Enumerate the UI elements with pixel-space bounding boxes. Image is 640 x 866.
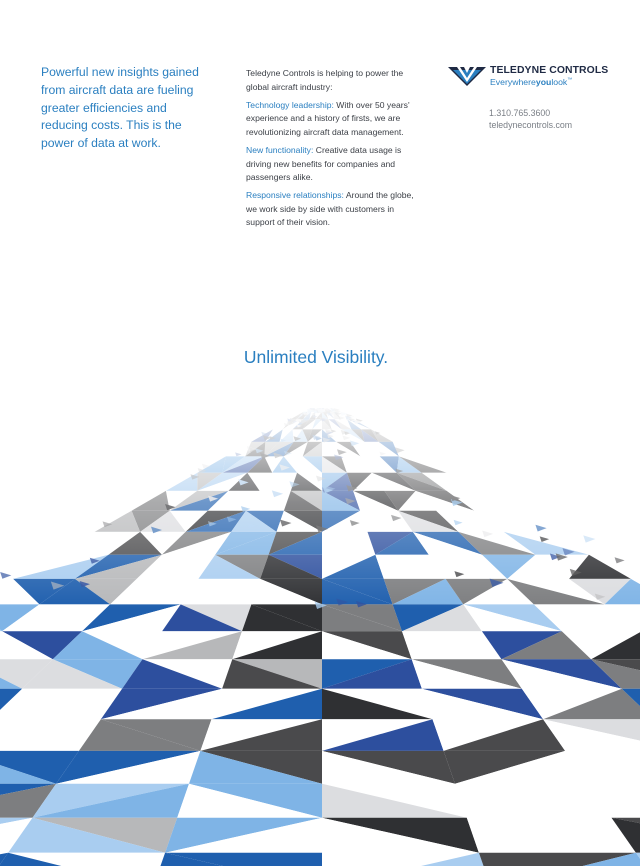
- contact-block: [489, 107, 572, 132]
- capabilities-lead: Teledyne Controls is helping to power the global aircraft industry:: [246, 68, 404, 92]
- point-title: Technology leadership:: [246, 99, 334, 110]
- brand-tagline: Everywhereyoulook™: [490, 77, 573, 87]
- phone-number: 1.310.765.3600: [489, 108, 551, 118]
- point-title: Responsive relationships:: [246, 190, 344, 201]
- point-text: Around the globe, we work side by side with customers in support of their vision.: [246, 190, 414, 228]
- point-text: With over 50 years' experience and a history of firsts, we are revolutionizing aircraft data management.: [246, 99, 410, 137]
- teledyne-wing-icon: [448, 65, 486, 87]
- point-text: Creative data usage is driving new benefits for companies and passengers alike.: [246, 144, 402, 183]
- teledyne-logo: [448, 64, 608, 94]
- intro-paragraph: Powerful new insights gained from aircraft data are fueling greater efficiencies and reducing costs. This is the power of data at work.: [41, 65, 199, 151]
- website-link[interactable]: teledynecontrols.com: [489, 120, 573, 131]
- horizon-fade: [0, 400, 640, 866]
- geometric-runway-artwork: [0, 400, 640, 866]
- point-technology: [246, 99, 416, 140]
- point-functionality: [246, 144, 416, 185]
- point-title: New functionality:: [246, 144, 314, 155]
- brand-name: TELEDYNE CONTROLS: [490, 65, 609, 76]
- point-relationships: [246, 189, 416, 230]
- headline: Unlimited Visibility.: [243, 347, 389, 367]
- capabilities-column: [246, 67, 416, 235]
